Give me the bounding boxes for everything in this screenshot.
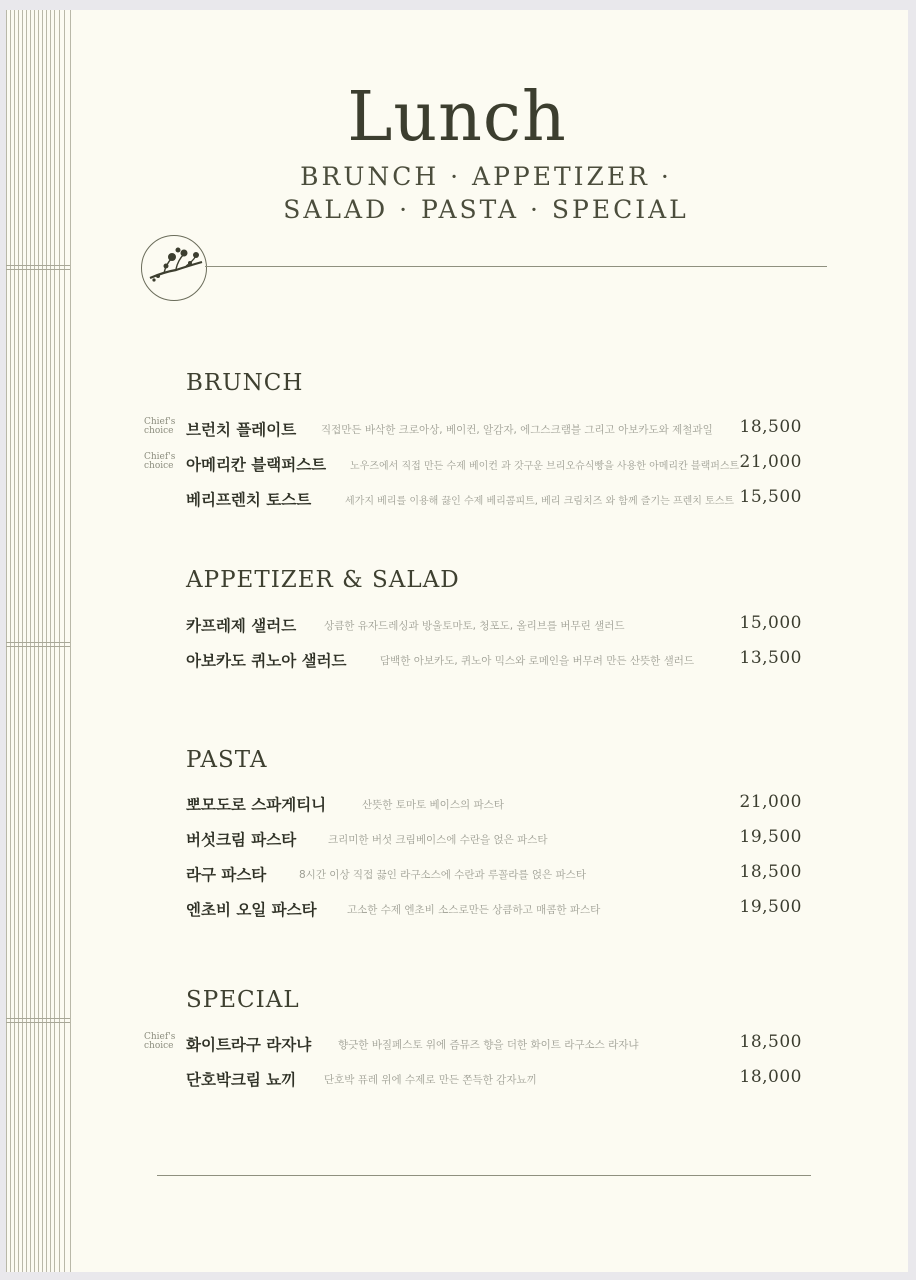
item-name: 카프레제 샐러드 [186,617,297,635]
item-description: 노우즈에서 직접 만든 수제 베이컨 과 갓구운 브리오슈식빵을 사용한 아메리칸 블랙퍼스트 [350,461,740,472]
menu-item [186,826,802,852]
badge-line: choice [144,461,174,471]
decorative-vertical-lines [6,10,72,1272]
section-title-special: SPECIAL [186,987,300,1013]
item-description: 향긋한 바질페스토 위에 즘뮤즈 향을 더한 화이트 라구소스 라자냐 [338,1039,639,1051]
item-name: 브런치 플레이트 [186,421,297,439]
item-name: 아보카도 퀴노아 샐러드 [186,652,347,670]
menu-item [186,896,802,922]
chefs-choice-badge [144,453,178,471]
menu-item [186,486,802,512]
section-title-appetizer-salad: APPETIZER & SALAD [186,567,460,593]
menu-page [6,10,908,1272]
chefs-choice-badge [144,418,178,436]
item-description: 직접만든 바삭한 크로아상, 베이컨, 알감자, 에그스크램블 그리고 아보카도와 제철과일 [321,424,713,436]
section-title-pasta: PASTA [186,747,268,773]
item-description: 담백한 아보카도, 퀴노아 믹스와 로메인을 버무려 만든 산뜻한 샐러드 [380,655,695,667]
item-name: 뽀모도로 스파게티니 [186,796,327,814]
item-price: 18,500 [739,417,802,437]
item-name: 아메리칸 블랙퍼스트 [186,456,327,474]
menu-item [186,612,802,638]
page-title: Lunch [347,78,567,157]
header-divider [205,266,827,267]
item-name: 화이트라구 라자냐 [186,1036,312,1054]
item-price: 21,000 [739,792,802,812]
item-price: 18,500 [739,1032,802,1052]
badge-line: Chief's [144,452,176,462]
menu-item [186,1066,802,1092]
chefs-choice-badge [144,1033,178,1051]
branch-emblem-icon [141,235,207,301]
item-price: 19,500 [739,897,802,917]
item-description: 세가지 베리를 이용해 끓인 수제 베리콤피트, 베리 크림치즈 와 함께 즐기는 프렌치 토스트 [345,496,735,507]
item-name: 라구 파스타 [186,866,267,884]
item-name: 베리프렌치 토스트 [186,491,312,509]
menu-item [186,861,802,887]
item-price: 18,000 [739,1067,802,1087]
item-description: 산뜻한 토마토 베이스의 파스타 [362,799,504,811]
badge-line: choice [144,1041,174,1051]
menu-item [186,647,802,673]
section-title-brunch: BRUNCH [186,370,304,396]
item-price: 15,000 [739,613,802,633]
item-price: 19,500 [739,827,802,847]
menu-item [186,1031,802,1057]
item-price: 15,500 [739,487,802,507]
item-description: 8시간 이상 직접 끓인 라구소스에 수란과 루꼴라를 얹은 파스타 [299,869,586,881]
item-name: 엔초비 오일 파스타 [186,901,317,919]
badge-line: choice [144,426,174,436]
item-price: 13,500 [739,648,802,668]
menu-item [186,416,802,442]
item-description: 단호박 퓨레 위에 수제로 만든 쫀득한 감자뇨끼 [324,1074,537,1086]
item-description: 상큼한 유자드레싱과 방울토마토, 청포도, 올리브를 버무린 샐러드 [324,620,625,632]
subtitle-line: BRUNCH · APPETIZER · [300,162,672,191]
item-name: 버섯크림 파스타 [186,831,297,849]
item-price: 21,000 [739,452,802,472]
item-description: 크리미한 버섯 크림베이스에 수란을 얹은 파스타 [328,834,548,846]
page-subtitle [256,160,716,226]
badge-line: Chief's [144,1032,176,1042]
menu-item [186,451,802,477]
subtitle-line: SALAD · PASTA · SPECIAL [283,195,689,224]
footer-divider [157,1175,811,1176]
item-description: 고소한 수제 엔초비 소스로만든 상큼하고 매콤한 파스타 [347,904,601,916]
item-name: 단호박크림 뇨끼 [186,1071,297,1089]
item-price: 18,500 [739,862,802,882]
menu-item [186,791,802,817]
badge-line: Chief's [144,417,176,427]
